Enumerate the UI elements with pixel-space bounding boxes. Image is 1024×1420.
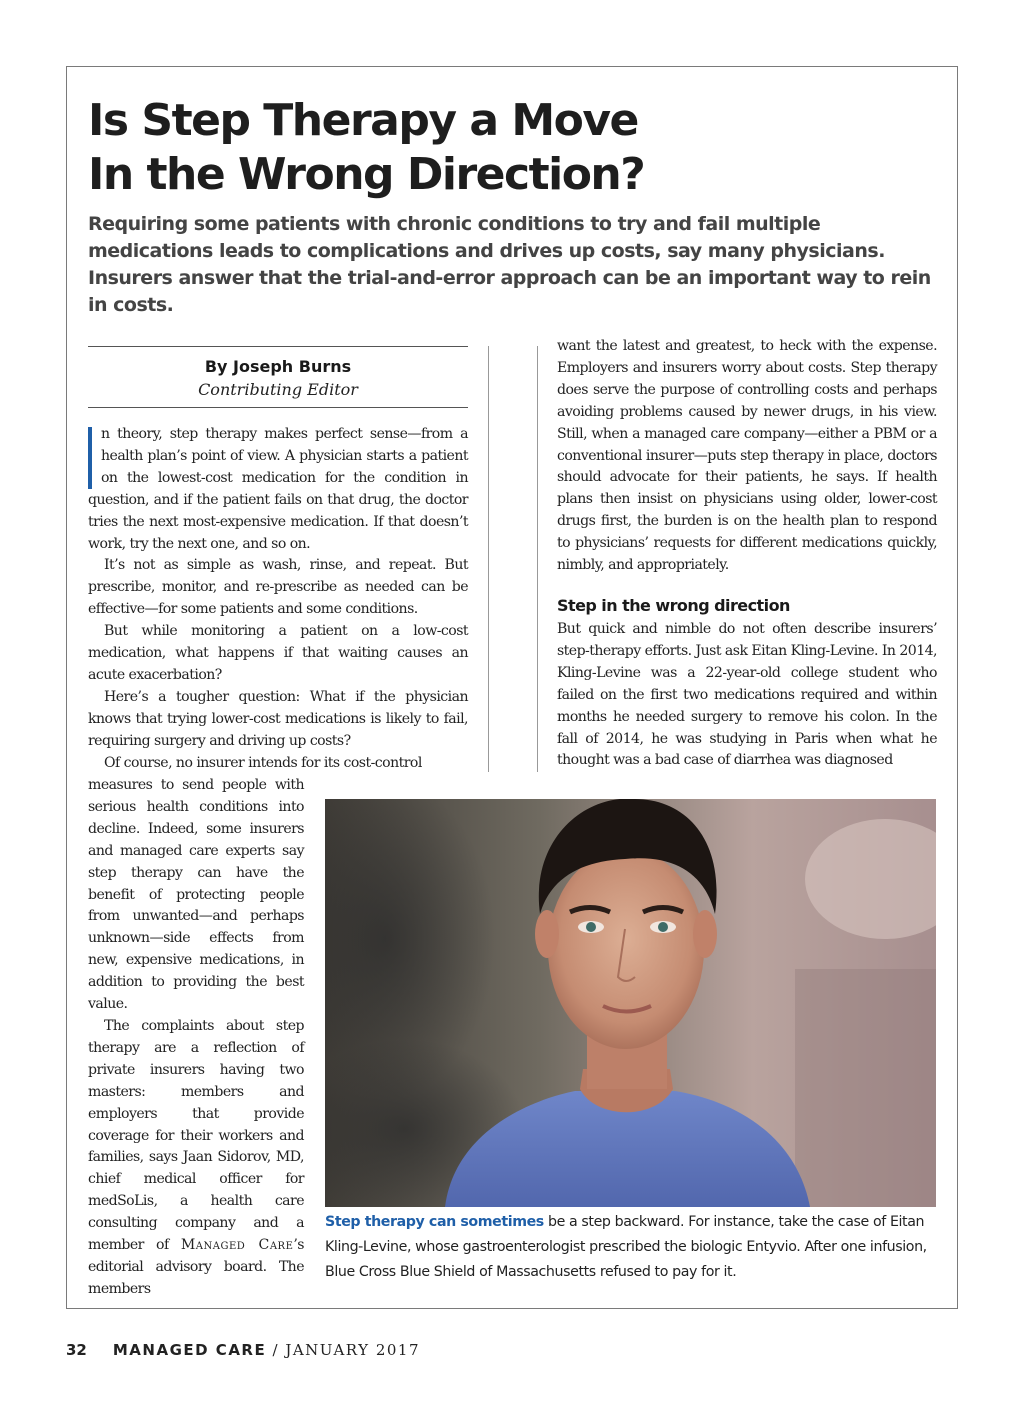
paragraph: want the latest and greatest, to heck with the expense. Employers and insurers worry about costs. Step therapy does serve the purpose of controlling costs and perhaps avoiding problems caused by newer drugs, in his view. Still, when a managed care company—either a PBM or a conventional insurer—puts step therapy in place, doctors should advocate for their patients, he says. If health plans then insist on physicians using older, lower-cost drugs first, the burden is on the health plan to respond to physicians’ requests for different medications quickly, nimbly, and appropriately.	[557, 338, 937, 574]
byline	[88, 356, 468, 402]
article-title	[88, 94, 888, 202]
column-2	[557, 336, 937, 772]
section-subhead: Step in the wrong direction	[557, 595, 790, 615]
paragraph: Here’s a tougher question: What if the physician knows that trying lower-cost medications is likely to fail, requiring surgery and driving up costs?	[88, 688, 468, 749]
paragraph-text: The complaints about step therapy are a reflection of private insurers having two masters: members and employers that provide coverage for their workers and families, says Jaan Sidorov, MD, chief medical officer for medSoLis, a health care consulting company and a member of	[88, 1017, 304, 1254]
footer-separator: /	[266, 1341, 286, 1359]
page-footer	[66, 1341, 420, 1359]
paragraph-text: ’s editorial advisory board. The members	[88, 1237, 304, 1297]
drop-cap-bar	[88, 427, 92, 489]
paragraph: It’s not as simple as wash, rinse, and repeat. But prescribe, monitor, and re-prescribe as needed can be effective—for some patients and some conditions.	[88, 557, 468, 618]
column-1-continued	[88, 775, 304, 1301]
paragraph: measures to send people with serious health conditions into decline. Indeed, some insurers and managed care experts say step therapy can have the benefit of protecting people from unwanted—and perhaps unknown—side effects from new, expensive medications, in addition to providing the best value.	[88, 777, 304, 1013]
column-divider-left	[488, 346, 489, 772]
page-number: 32	[66, 1341, 87, 1359]
byline-bottom-rule	[88, 407, 468, 408]
paragraph: But while monitoring a patient on a low-cost medication, what happens if that waiting causes an acute exacerbation?	[88, 623, 468, 683]
photo-caption	[325, 1210, 937, 1285]
title-line-2: In the Wrong Direction?	[88, 149, 645, 200]
magazine-name: MANAGED CARE	[112, 1341, 267, 1359]
caption-text: be a step backward. For instance, take the case of Eitan Kling-Levine, whose gastroenterologist prescribed the biologic Entyvio. After one infusion, Blue Cross Blue Shield of Massachusetts refused to pay for it.	[325, 1214, 927, 1280]
column-1	[88, 424, 468, 775]
byline-top-rule	[88, 346, 468, 347]
caption-lead: Step therapy can sometimes	[325, 1214, 544, 1230]
paragraph: But quick and nimble do not often describe insurers’ step-therapy efforts. Just ask Eitan Kling-Levine. In 2014, Kling-Levine was a 22-year-old college student who failed on the first two medications required and within months he needed surgery to remove his colon. In the fall of 2014, he was studying in Paris when what he thought was a bad case of diarrhea was diagnosed	[557, 620, 937, 769]
author-role: Contributing Editor	[198, 380, 358, 399]
author-name: By Joseph Burns	[204, 357, 352, 376]
portrait-photo	[325, 799, 936, 1207]
lead-paragraph: n theory, step therapy makes perfect sense—from a health plan’s point of view. A physician starts a patient on the lowest-cost medication for the condition in question, and if the patient fails on that drug, the doctor tries the next most-expensive medication. If that doesn’t work, try the next one, and so on.	[88, 426, 468, 552]
paragraph: Of course, no insurer intends for its cost-control	[104, 754, 422, 771]
title-line-1: Is Step Therapy a Move	[88, 95, 638, 146]
article-deck: Requiring some patients with chronic conditions to try and fail multiple medications leads to complications and drives up costs, say many physicians. Insurers answer that the trial-and-error approach can be an important way to rein in costs.	[88, 213, 931, 316]
paragraph	[88, 1016, 304, 1301]
column-divider-right	[537, 346, 538, 772]
portrait-illustration	[325, 799, 936, 1207]
magazine-name-inline: Managed Care	[180, 1237, 294, 1254]
issue-date: JANUARY 2017	[285, 1341, 420, 1359]
paragraph	[88, 424, 468, 555]
